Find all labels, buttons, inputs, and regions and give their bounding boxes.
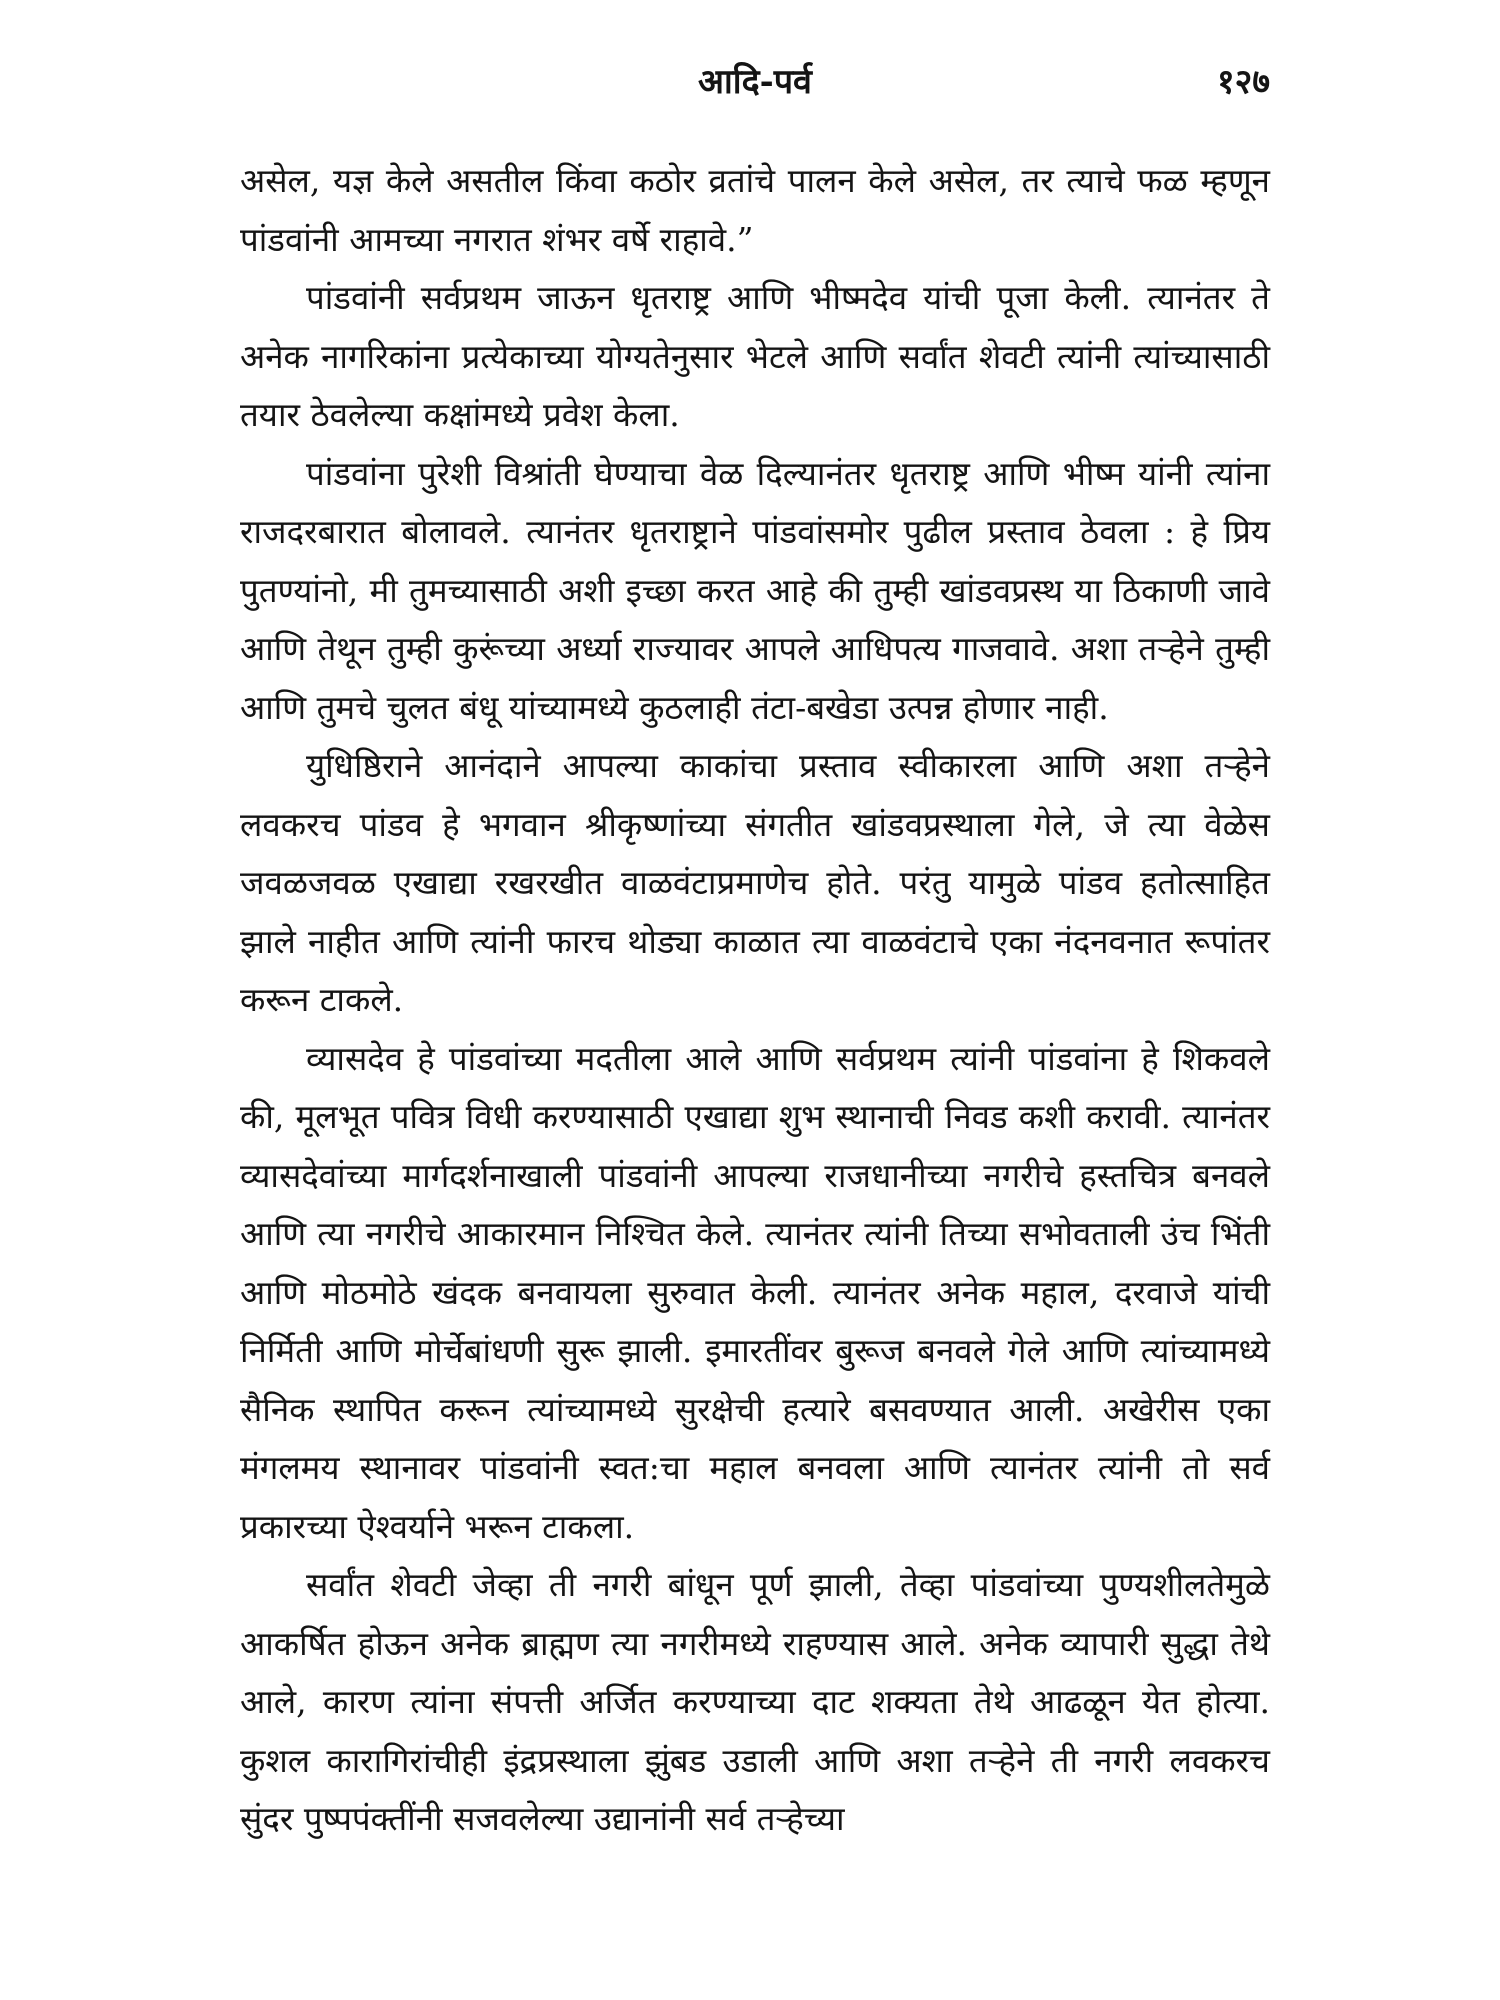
paragraph: पांडवांनी सर्वप्रथम जाऊन धृतराष्ट्र आणि भीष्मदेव यांची पूजा केली. त्यानंतर ते अनेक नागरिकांना प्रत्येकाच्या योग्यतेनुसार भेटले आणि सर्वांत शेवटी त्यांनी त्यांच्यासाठी तयार ठेवलेल्या कक्षांमध्ये प्रवेश केला. (240, 278, 1270, 434)
paragraph-continued: असेल, यज्ञ केले असतील किंवा कठोर व्रतांचे पालन केले असेल, तर त्याचे फळ म्हणून पांडवांनी आमच्या नगरात शंभर वर्षे राहावे.” (240, 161, 1270, 259)
chapter-title: आदि-पर्व (698, 62, 812, 102)
paragraph: सर्वांत शेवटी जेव्हा ती नगरी बांधून पूर्ण झाली, तेव्हा पांडवांच्या पुण्यशीलतेमुळे आकर्षित होऊन अनेक ब्राह्मण त्या नगरीमध्ये राहण्यास आले. अनेक व्यापारी सुद्धा तेथे आले, कारण त्यांना संपत्ती अर्जित करण्याच्या दाट शक्यता तेथे आढळून येत होत्या. कुशल कारागिरांचीही इंद्रप्रस्थाला झुंबड उडाली आणि अशा तऱ्हेने ती नगरी लवकरच सुंदर पुष्पपंक्तींनी सजवलेल्या उद्यानांनी सर्व तऱ्हेच्या (240, 1565, 1270, 1838)
paragraph: पांडवांना पुरेशी विश्रांती घेण्याचा वेळ दिल्यानंतर धृतराष्ट्र आणि भीष्म यांनी त्यांना राजदरबारात बोलावले. त्यानंतर धृतराष्ट्राने पांडवांसमोर पुढील प्रस्ताव ठेवला : हे प्रिय पुतण्यांनो, मी तुमच्यासाठी अशी इच्छा करत आहे की तुम्ही खांडवप्रस्थ या ठिकाणी जावे आणि तेथून तुम्ही कुरूंच्या अर्ध्या राज्यावर आपले आधिपत्य गाजवावे. अशा तऱ्हेने तुम्ही आणि तुमचे चुलत बंधू यांच्यामध्ये कुठलाही तंटा-बखेडा उत्पन्न होणार नाही. (240, 453, 1270, 727)
running-head (240, 52, 1270, 112)
paragraph: व्यासदेव हे पांडवांच्या मदतीला आले आणि सर्वप्रथम त्यांनी पांडवांना हे शिकवले की, मूलभूत पवित्र विधी करण्यासाठी एखाद्या शुभ स्थानाची निवड कशी करावी. त्यानंतर व्यासदेवांच्या मार्गदर्शनाखाली पांडवांनी आपल्या राजधानीच्या नगरीचे हस्तचित्र बनवले आणि त्या नगरीचे आकारमान निश्चित केले. त्यानंतर त्यांनी तिच्या सभोवताली उंच भिंती आणि मोठमोठे खंदक बनवायला सुरुवात केली. त्यानंतर अनेक महाल, दरवाजे यांची निर्मिती आणि मोर्चेबांधणी सुरू झाली. इमारतींवर बुरूज बनवले गेले आणि त्यांच्यामध्ये सैनिक स्थापित करून त्यांच्यामध्ये सुरक्षेची हत्यारे बसवण्यात आली. अखेरीस एका मंगलमय स्थानावर पांडवांनी स्वत:चा महाल बनवला आणि त्यानंतर त्यांनी तो सर्व प्रकारच्या ऐश्वर्याने भरून टाकला. (240, 1038, 1270, 1546)
page-number: १२७ (1216, 62, 1270, 102)
body-text (240, 152, 1270, 1849)
paragraph: युधिष्ठिराने आनंदाने आपल्या काकांचा प्रस्ताव स्वीकारला आणि अशा तऱ्हेने लवकरच पांडव हे भगवान श्रीकृष्णांच्या संगतीत खांडवप्रस्थाला गेले, जे त्या वेळेस जवळजवळ एखाद्या रखरखीत वाळवंटाप्रमाणेच होते. परंतु यामुळे पांडव हतोत्साहित झाले नाहीत आणि त्यांनी फारच थोड्या काळात त्या वाळवंटाचे एका नंदनवनात रूपांतर करून टाकले. (240, 746, 1270, 1019)
